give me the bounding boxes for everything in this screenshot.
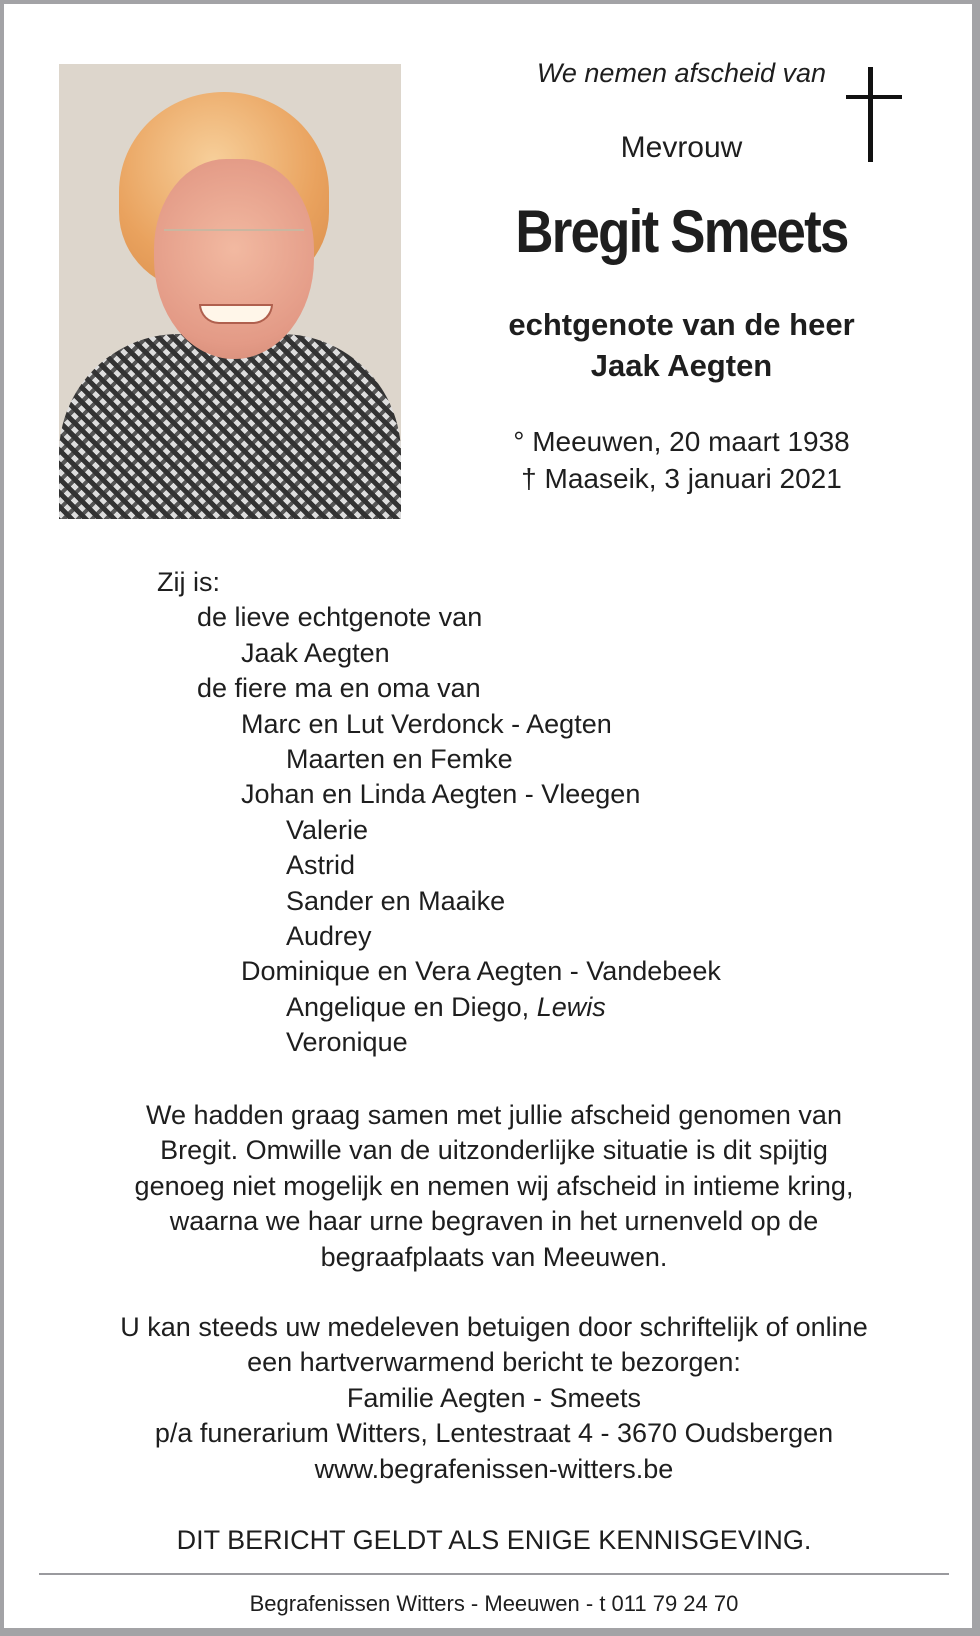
honorific: Mevrouw: [620, 131, 743, 164]
cross-icon-bar: [846, 95, 902, 99]
family-member: [4, 1025, 721, 1060]
family-member: [4, 671, 721, 706]
family-text: Johan en Linda Aegten - Vleegen: [241, 779, 641, 810]
family-text: Angelique en Diego,: [286, 991, 537, 1022]
family-member: [4, 954, 721, 989]
paragraph-line: Bregit. Omwille van de uitzonderlijke situatie is dit spijtig: [160, 1135, 828, 1166]
family-text: Sander en Maaike: [286, 885, 506, 916]
paragraph-line: U kan steeds uw medeleven betuigen door schriftelijk of online: [120, 1312, 868, 1342]
family-text: Valerie: [286, 814, 369, 845]
spouse-line: echtgenote van de heer: [508, 307, 855, 342]
family-member: [4, 777, 721, 812]
family-member: [4, 707, 721, 742]
paragraph-line: begraafplaats van Meeuwen.: [320, 1241, 668, 1272]
family-text-italic: Lewis: [536, 991, 606, 1022]
birth-date: ° Meeuwen, 20 maart 1938: [513, 426, 850, 457]
paragraph-line: www.begrafenissen-witters.be: [314, 1453, 674, 1484]
footer-text: Begrafenissen Witters - Meeuwen - t 011 79 24 70: [249, 1591, 739, 1616]
spouse-info: [444, 304, 919, 386]
notice-text: DIT BERICHT GELDT ALS ENIGE KENNISGEVING.: [176, 1525, 812, 1555]
family-member: [4, 600, 721, 635]
paragraph-line: een hartverwarmend bericht te bezorgen:: [247, 1347, 741, 1378]
family-member: [4, 636, 721, 671]
paragraph-line: p/a funerarium Witters, Lentestraat 4 - 3670 Oudsbergen: [154, 1418, 834, 1449]
family-text: Audrey: [286, 921, 372, 952]
family-text: de fiere ma en oma van: [197, 673, 481, 704]
paragraph-line: We hadden graag samen met jullie afscheid genomen van: [146, 1100, 842, 1130]
family-text: Maarten en Femke: [286, 744, 513, 775]
paragraph-line: genoeg niet mogelijk en nemen wij afscheid in intieme kring,: [134, 1170, 854, 1201]
spouse-name: Jaak Aegten: [590, 348, 773, 383]
family-text: Veronique: [286, 1027, 408, 1058]
dates: [444, 423, 919, 497]
houndstooth-coat: [59, 334, 401, 519]
family-member: [4, 565, 721, 600]
family-text: Astrid: [286, 850, 356, 881]
family-text: Jaak Aegten: [241, 637, 390, 668]
family-member: [4, 848, 721, 883]
farewell-paragraph: [34, 1098, 954, 1275]
family-text: Marc en Lut Verdonck - Aegten: [241, 708, 612, 739]
intro-text: We nemen afscheid van: [536, 58, 827, 88]
family-member: [4, 919, 721, 954]
portrait-photo: [59, 64, 401, 519]
smile: [199, 304, 273, 324]
family-member: [4, 813, 721, 848]
family-member: [4, 742, 721, 777]
paragraph-line: waarna we haar urne begraven in het urnenveld op de: [169, 1206, 819, 1237]
family-text: Dominique en Vera Aegten - Vandebeek: [241, 956, 721, 987]
glasses: [164, 229, 304, 261]
family-text: Zij is:: [157, 567, 220, 597]
condolence-paragraph: [34, 1310, 954, 1487]
family-list: [4, 565, 721, 1061]
family-text: de lieve echtgenote van: [197, 602, 483, 633]
death-date: † Maaseik, 3 januari 2021: [521, 463, 842, 494]
paragraph-line: Familie Aegten - Smeets: [346, 1382, 642, 1413]
divider: [39, 1573, 949, 1575]
death-notice: [4, 4, 972, 1628]
family-member: [4, 990, 721, 1025]
family-member: [4, 884, 721, 919]
deceased-name: Bregit Smeets: [515, 198, 848, 265]
